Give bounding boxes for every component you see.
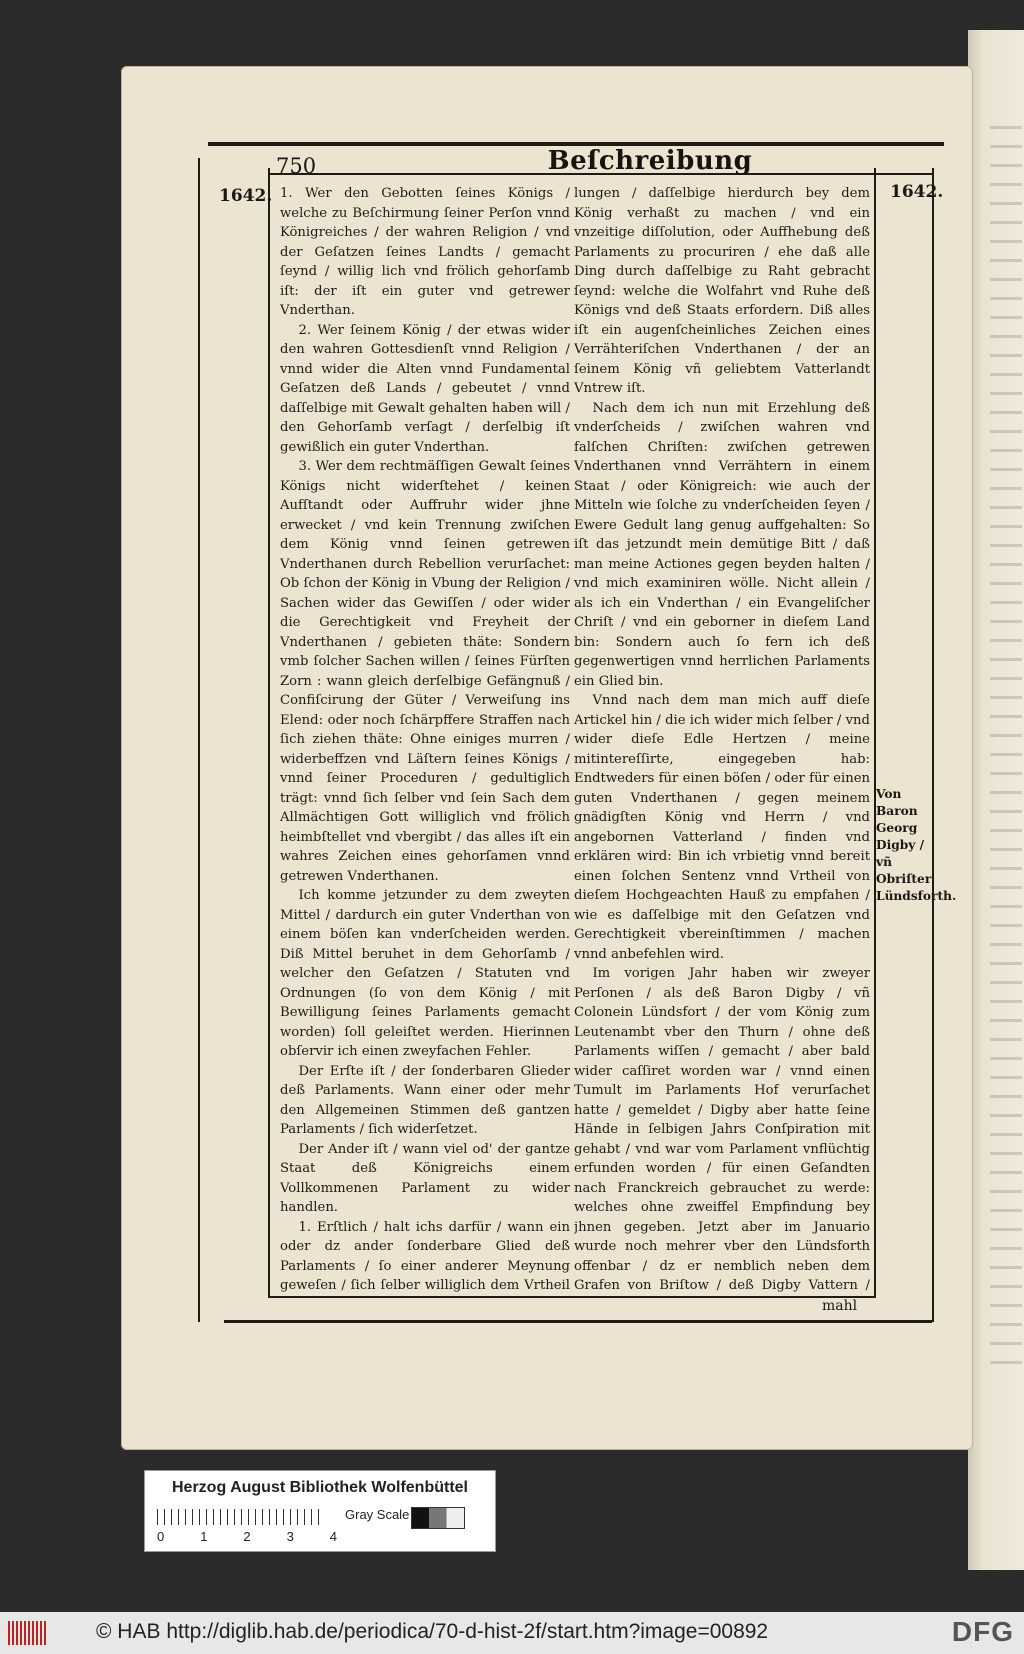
text-box-bottom (268, 1296, 876, 1298)
catchword: mahl (822, 1298, 858, 1314)
paragraph: lungen / daſſelbige hierdurch bey dem König verhaßt zu machen / vnd ein vnzeitige diſſolution, oder Auffhebung deß Parlaments zu procuriren / ehe daß alle Ding durch daſſelbige zu Raht gebracht ſeynd: welche die Wolfahrt vnd Ruhe deß Königs vnd deß Staats erfordern. Diß alles iſt ein augenſcheinliches Zeichen eines Verrähteriſchen Vnderthanen / der an ſeinem König vñ geliebtem Vatterlandt Vntrew iſt. (574, 186, 870, 396)
paragraph: Nach dem ich nun mit Erzehlung deß vnderſcheids / zwiſchen wahren vnd falſchen Chriſten: zwiſchen getrewen Vnderthanen vnnd Verrähtern in einem Staat / oder Königreich: wie auch der Mitteln wie ſolche zu vnderſcheiden ſeyen / Ewere Gedult lang genug auffgehalten: So iſt das jetzundt mein demütige Bitt / daß man meine Actiones gegen beyden halten / vnd mich examiniren wölle. Nicht allein / als ich ein Vnderthan / ein Evangeliſcher Chriſt / vnd ein geborner in dieſem Land bin: Sondern auch ſo fern ich deß gegenwertigen vnnd herrlichen Parlaments ein Glied bin. (574, 400, 870, 689)
frame-rule-bottom (224, 1320, 932, 1323)
ruler-number: 4 (329, 1529, 337, 1544)
paragraph: Im vorigen Jahr haben wir zweyer Perſonen / als deß Baron Digby / vñ Colonein Lündsfort / der vom König zum Leutenambt vber den Thurn / ohne deß Parlaments wiſſen / gemacht / aber bald wider caſſiret worden war / vnnd einen Tumult im Parlaments Hof verurſachet hatte / gemeldet / Digby aber hatte ſeine Hände in ſelbigen Jahrs Conſpiration mit gehabt / vnd war vom Parlament vnflüchtig erfunden worden / für einen Geſandten nach Franckreich gebrauchet zu werde: welches ohne zweiffel Empfindung bey jhnen gegeben. Jetzt aber im Januario wurde noch mehrer vber den Lündsforth offenbar / dz er nemblich neben dem Grafen von Briſtow / deß Digby Vattern / (574, 966, 870, 1292)
paragraph: 1. Erſtlich / halt ichs darfür / wann ein oder dz ander ſonderbare Glied deß Parlaments / ſo einer anderer Meynung geweſen / ſich ſelber williglich dem Vrtheil (280, 1219, 570, 1292)
text-box-left (268, 168, 270, 1298)
paragraph: 3. Wer dem rechtmäſſigen Gewalt ſeines Königs nicht widerſtehet / keinen Aufſtandt oder Auffruhr wider jhne erwecket / vnd kein Trennung zwiſchen dem König vnnd ſeinen getrewen Vnderthanen durch Rebellion verurſachet: Ob ſchon der König in Vbung der Religion / Sachen wider das Gewiſſen / oder wider die Gerechtigkeit vnd Freyheit der Vnderthanen / gebieten thäte: Sondern vmb ſolcher Sachen willen / ſeines Fürſten Zorn : wann gleich derſelbige Gefängnuß / Confiſcirung der Güter / Verweiſung ins Elend: oder noch ſchärpffere Straffen nach ſich ziehen thäte: Ohne einiges murren / widerbeffzen vnd Läſtern ſeines Königs / vnnd ſeiner Proceduren / gedultiglich trägt: vnnd ſich ſelber vnd ſein Sach dem Allmächtigen Gott williglich vnd frölich heimbſtellet vnd vbergibt / das alles iſt ein wahres Zeichen eines gehorſamen vnnd getrewen Vnderthanen. (280, 459, 570, 884)
text-column-right (574, 184, 870, 1292)
text-bleed (990, 126, 1022, 1376)
paragraph: Ich komme jetzunder zu dem zweyten Mittel / dardurch ein guter Vnderthan von einem böſen kan vnderſcheiden werden. Diß Mittel beruhet in dem Gehorſamb / welcher den Geſatzen / Statuten vnd Ordnungen (ſo von dem König / mit Bewilligung ſeines Parlaments gemacht worden) ſoll geleiſtet werden. Hierinnen obſervir ich einen zweyfachen Fehler. (280, 888, 570, 1059)
margin-box-top-right (874, 173, 934, 175)
ruler-number: 2 (243, 1529, 251, 1544)
page-heading: Beſchreibung (547, 146, 753, 176)
year-left: 1642. (219, 186, 273, 206)
library-stamp (144, 1470, 496, 1552)
text-column-left (280, 184, 570, 1292)
margin-note: Von Baron Georg Digby / vñ Obriſter Lündsforth. (876, 787, 957, 903)
dfg-logo: DFG (951, 1616, 1014, 1647)
ruler-number: 1 (200, 1529, 208, 1544)
page-number: 750 (276, 154, 317, 178)
ruler-number: 0 (157, 1529, 165, 1544)
frame-rule-right (932, 168, 934, 1322)
paragraph: Vnnd nach dem man mich auff dieſe Artickel hin / die ich wider mich ſelber / vnd wider dieſe Edle Hertzen / meine mitintereſſirte, eingegeben hab: Endtweders für einen böſen / oder für einen guten Vnderthanen / gegen meinem gnädigſten König vnd Herrn / vnd angebornen Vatterland / finden vnd erklären wird: Bin ich vrbietig vnnd bereit einen ſolchen Sentenz vnnd Vrtheil von dieſem Hochgeachten Hauß zu empfahen / wie es daſſelbige mit den Geſatzen vnd Gerechtigkeit vbereinſtimmen / machen vnnd anbefehlen wird. (574, 693, 870, 962)
year-right: 1642. (890, 182, 944, 202)
ruler-numbers (157, 1529, 337, 1544)
ruler-number: 3 (286, 1529, 294, 1544)
scale-ruler (157, 1509, 325, 1525)
frame-rule-left (198, 158, 200, 1322)
gray-scale-swatch (411, 1507, 465, 1529)
library-name: Herzog August Bibliothek Wolfenbüttel (172, 1479, 468, 1496)
paragraph: 1. Wer den Gebotten ſeines Königs / welche zu Beſchirmung ſeiner Perſon vnnd Königreiches / der wahren Religion / vnd der Geſatzen ſeines Landts / gemacht ſeynd / willig lich vnd frölich gehorſamb iſt: der iſt ein guter vnd getrewer Vnderthan. (280, 186, 570, 318)
hab-logo-icon (8, 1621, 46, 1645)
paragraph: Der Erſte iſt / der ſonderbaren Glieder deß Parlaments. Wann einer oder mehr den Allgemeinen Stimmen deß gantzen Parlaments / ſich widerſetzet. (280, 1063, 570, 1137)
paragraph: Der Ander iſt / wann viel od' der gantze Staat deß Königreichs einem Vollkommenen Parlament zu wider handlen. (280, 1141, 570, 1215)
paragraph: 2. Wer ſeinem König / der etwas wider den wahren Gottesdienſt vnnd Religion / vnnd wider die Alten vnnd Fundamental Geſatzen deß Lands / gebeutet / vnnd daſſelbige mit Gewalt gehalten haben will / den Gehorſamb verſagt / derſelbig iſt gewißlich ein guter Vnderthan. (280, 322, 570, 455)
text-box-right (874, 168, 876, 1298)
adjacent-page-edge (968, 30, 1024, 1570)
gray-scale-label: Gray Scale (345, 1507, 410, 1522)
copyright-link[interactable]: © HAB http://diglib.hab.de/periodica/70-d-hist-2f/start.htm?image=00892 (96, 1620, 769, 1643)
footer-bar (0, 1612, 1024, 1654)
